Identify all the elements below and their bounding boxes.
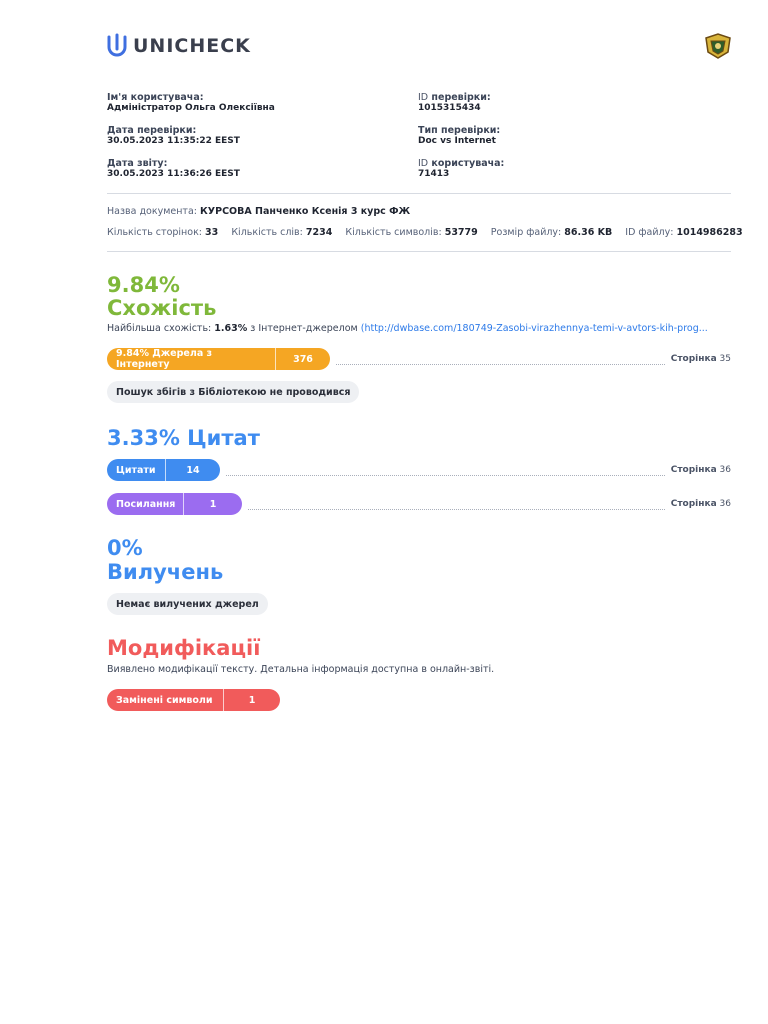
exclusions-note: Немає вилучених джерел xyxy=(107,593,268,615)
chars-label: Кількість символів: xyxy=(345,227,442,238)
divider xyxy=(107,251,731,252)
chars-value: 53779 xyxy=(444,227,478,238)
user-id-value: 71413 xyxy=(418,169,450,179)
top-similarity-source: з Інтернет-джерелом xyxy=(250,323,358,334)
references-row xyxy=(107,493,731,515)
quotes-pill[interactable] xyxy=(107,459,220,481)
top-similarity-link[interactable]: (http://dwbase.com/180749-Zasobi-virazhennya-temi-v-avtors-kih-prog... xyxy=(360,323,708,334)
internet-sources-label: 9.84% Джерела з Інтернету xyxy=(116,348,213,370)
references-pill[interactable] xyxy=(107,493,242,515)
words-value: 7234 xyxy=(305,227,333,238)
similarity-percent: 9.84% xyxy=(107,273,180,297)
replaced-chars-label: Замінені символи xyxy=(116,694,213,706)
top-similarity-value: 1.63% xyxy=(214,323,248,334)
user-name-label: Ім'я користувача: xyxy=(107,92,204,103)
words-label: Кількість слів: xyxy=(231,227,303,238)
replaced-chars-pill[interactable] xyxy=(107,689,280,711)
modifications-description: Виявлено модифікації тексту. Детальна інформація доступна в онлайн-звіті. xyxy=(107,664,495,675)
user-id-label xyxy=(418,158,504,169)
document-name-value: КУРСОВА Панченко Ксенія 3 курс ФЖ xyxy=(200,206,411,217)
citations-title: 3.33% Цитат xyxy=(107,426,260,450)
page-label: Сторінка xyxy=(670,465,717,475)
document-name-line xyxy=(107,206,410,217)
brand-logo xyxy=(107,33,251,59)
similarity-title: Схожість xyxy=(107,296,217,320)
file-size-label: Розмір файлу: xyxy=(490,227,562,238)
dotted-leader xyxy=(226,464,665,476)
check-type-label: Тип перевірки: xyxy=(418,125,501,136)
info-right-column xyxy=(418,92,504,191)
quotes-label: Цитати xyxy=(116,464,156,476)
report-date-label: Дата звіту: xyxy=(107,158,168,169)
check-id-label xyxy=(418,92,504,103)
user-name-value: Адміністратор Ольга Олексіївна xyxy=(107,103,275,113)
references-page xyxy=(671,499,731,509)
info-left-column xyxy=(107,92,275,191)
divider xyxy=(107,193,731,194)
report-date-value: 30.05.2023 11:36:26 EEST xyxy=(107,169,240,179)
file-id-value: 1014986283 xyxy=(676,227,743,238)
user-id-label-prefix: ID xyxy=(418,158,429,169)
unicheck-logo-icon xyxy=(107,33,127,59)
top-similarity-label: Найбільша схожість: xyxy=(107,323,212,334)
dotted-leader xyxy=(336,353,665,365)
page-number: 36 xyxy=(719,465,731,475)
file-id-label: ID файлу: xyxy=(625,227,674,238)
user-id-label-suffix: користувача: xyxy=(428,158,505,169)
replaced-chars-count: 1 xyxy=(223,689,280,711)
internet-sources-page xyxy=(671,354,731,364)
page-label: Сторінка xyxy=(670,354,717,364)
library-search-note: Пошук збігів з Бібліотекою не проводився xyxy=(107,381,359,403)
brand-name: UNICHECK xyxy=(133,35,251,57)
file-size-value: 86.36 KB xyxy=(564,227,613,238)
internet-sources-pill[interactable] xyxy=(107,348,330,370)
exclusions-percent: 0% xyxy=(107,536,143,560)
check-id-value: 1015315434 xyxy=(418,103,481,113)
pages-label: Кількість сторінок: xyxy=(107,227,203,238)
modifications-title: Модифікації xyxy=(107,636,261,660)
document-name-label: Назва документа: xyxy=(107,206,197,217)
check-date-label: Дата перевірки: xyxy=(107,125,197,136)
university-emblem-icon xyxy=(703,32,733,60)
references-label: Посилання xyxy=(116,498,176,510)
quotes-row xyxy=(107,459,731,481)
pages-value: 33 xyxy=(205,227,219,238)
check-type-value: Doc vs Internet xyxy=(418,136,496,146)
quotes-page xyxy=(671,465,731,475)
check-date-value: 30.05.2023 11:35:22 EEST xyxy=(107,136,240,146)
references-count: 1 xyxy=(183,493,242,515)
internet-sources-row xyxy=(107,348,731,370)
internet-sources-count: 376 xyxy=(275,348,330,370)
check-id-label-suffix: перевірки: xyxy=(428,92,491,103)
page-number: 35 xyxy=(719,354,731,364)
page-label: Сторінка xyxy=(670,499,717,509)
replaced-chars-row xyxy=(107,689,731,711)
document-stats-line xyxy=(107,227,753,238)
page-number: 36 xyxy=(719,499,731,509)
dotted-leader xyxy=(248,498,665,510)
exclusions-title: Вилучень xyxy=(107,560,224,584)
quotes-count: 14 xyxy=(165,459,220,481)
top-similarity-line xyxy=(107,323,708,334)
check-id-label-prefix: ID xyxy=(418,92,429,103)
